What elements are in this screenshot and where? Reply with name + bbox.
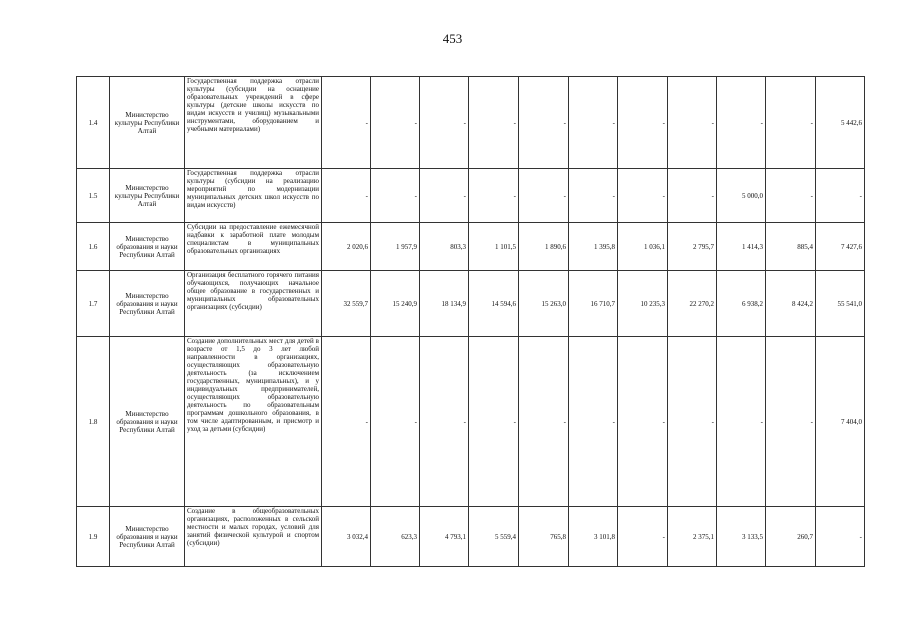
value-cell: 22 270,2 — [668, 271, 717, 337]
value-cell: - — [519, 337, 569, 507]
value-cell: 16 710,7 — [569, 271, 618, 337]
value-cell: - — [618, 169, 668, 223]
value-cell: 765,8 — [519, 507, 569, 567]
table-row — [77, 223, 865, 271]
value-cell: 15 263,0 — [519, 271, 569, 337]
value-cell: - — [717, 337, 766, 507]
value-cell: 1 036,1 — [618, 223, 668, 271]
description-cell: Создание дополнительных мест для детей в возрасте от 1,5 до 3 лет любой направленности в организациях, осуществляющих образовательную деятельность (за исключением государственных, муниципальных), и у индивидуальных предпринимателей, осуществляющих образовательную деятельность по образовательным программам дошкольного образования, в том числе адаптированным, и присмотр и уход за детьми (субсидии) — [185, 337, 322, 507]
value-cell: - — [371, 77, 420, 169]
value-cell: - — [371, 169, 420, 223]
value-cell: 8 424,2 — [766, 271, 816, 337]
description-cell: Государственная поддержка отрасли культуры (субсидии на оснащение образовательных учреждений в сфере культуры (детские школы искусств по видам искусств и училищ) музыкальными инструментами, оборудованием и учебными материалами) — [185, 77, 322, 169]
organization-cell: Министерство культуры Республики Алтай — [110, 77, 185, 169]
value-cell: 1 101,5 — [469, 223, 519, 271]
table-row — [77, 271, 865, 337]
value-cell: - — [668, 169, 717, 223]
value-cell: - — [618, 507, 668, 567]
value-cell: - — [766, 77, 816, 169]
description-cell: Организация бесплатного горячего питания обучающихся, получающих начальное общее образование в государственных и муниципальных образовательных организациях (субсидии) — [185, 271, 322, 337]
row-number-cell: 1.9 — [77, 507, 110, 567]
value-cell: - — [569, 77, 618, 169]
value-cell: - — [569, 169, 618, 223]
value-cell: - — [816, 507, 865, 567]
description-cell: Государственная поддержка отрасли культуры (субсидии на реализацию мероприятий по модернизации муниципальных детских школ искусств по видам искусств) — [185, 169, 322, 223]
value-cell: - — [569, 337, 618, 507]
description-cell: Субсидии на предоставление ежемесячной надбавки к заработной плате молодым специалистам в муниципальных образовательных организациях — [185, 223, 322, 271]
organization-cell: Министерство культуры Республики Алтай — [110, 169, 185, 223]
table-row — [77, 77, 865, 169]
value-cell: 260,7 — [766, 507, 816, 567]
value-cell: 32 559,7 — [322, 271, 371, 337]
value-cell: 7 404,0 — [816, 337, 865, 507]
value-cell: 3 032,4 — [322, 507, 371, 567]
value-cell: - — [420, 169, 469, 223]
value-cell: 623,3 — [371, 507, 420, 567]
value-cell: - — [371, 337, 420, 507]
value-cell: - — [668, 77, 717, 169]
value-cell: 5 559,4 — [469, 507, 519, 567]
value-cell: 5 442,6 — [816, 77, 865, 169]
value-cell: 1 890,6 — [519, 223, 569, 271]
value-cell: 15 240,9 — [371, 271, 420, 337]
subsidy-table — [76, 76, 865, 567]
value-cell: - — [420, 337, 469, 507]
value-cell: - — [618, 337, 668, 507]
value-cell: - — [469, 337, 519, 507]
row-number-cell: 1.4 — [77, 77, 110, 169]
row-number-cell: 1.6 — [77, 223, 110, 271]
organization-cell: Министерство образования и науки Республики Алтай — [110, 223, 185, 271]
value-cell: 3 133,5 — [717, 507, 766, 567]
organization-cell: Министерство образования и науки Республики Алтай — [110, 507, 185, 567]
value-cell: - — [717, 77, 766, 169]
row-number-cell: 1.8 — [77, 337, 110, 507]
value-cell: 55 541,0 — [816, 271, 865, 337]
value-cell: 2 020,6 — [322, 223, 371, 271]
value-cell: - — [420, 77, 469, 169]
value-cell: 6 938,2 — [717, 271, 766, 337]
value-cell: - — [322, 77, 371, 169]
value-cell: 10 235,3 — [618, 271, 668, 337]
value-cell: 803,3 — [420, 223, 469, 271]
value-cell: - — [519, 169, 569, 223]
value-cell: 4 793,1 — [420, 507, 469, 567]
value-cell: - — [766, 337, 816, 507]
value-cell: - — [668, 337, 717, 507]
value-cell: 1 957,9 — [371, 223, 420, 271]
value-cell: - — [766, 169, 816, 223]
organization-cell: Министерство образования и науки Республики Алтай — [110, 271, 185, 337]
value-cell: - — [816, 169, 865, 223]
value-cell: 14 594,6 — [469, 271, 519, 337]
value-cell: 5 000,0 — [717, 169, 766, 223]
value-cell: 3 101,8 — [569, 507, 618, 567]
row-number-cell: 1.5 — [77, 169, 110, 223]
description-cell: Создание в общеобразовательных организациях, расположенных в сельской местности и малых городах, условий для занятий физической культурой и спортом (субсидии) — [185, 507, 322, 567]
value-cell: 18 134,9 — [420, 271, 469, 337]
value-cell: 1 414,3 — [717, 223, 766, 271]
table-row — [77, 169, 865, 223]
value-cell: 1 395,8 — [569, 223, 618, 271]
table-row — [77, 507, 865, 567]
value-cell: - — [469, 77, 519, 169]
organization-cell: Министерство образования и науки Республики Алтай — [110, 337, 185, 507]
value-cell: 7 427,6 — [816, 223, 865, 271]
value-cell: - — [322, 169, 371, 223]
value-cell: 885,4 — [766, 223, 816, 271]
value-cell: 2 795,7 — [668, 223, 717, 271]
value-cell: - — [469, 169, 519, 223]
value-cell: - — [618, 77, 668, 169]
value-cell: - — [519, 77, 569, 169]
page-number: 453 — [442, 31, 463, 46]
value-cell: 2 375,1 — [668, 507, 717, 567]
row-number-cell: 1.7 — [77, 271, 110, 337]
table-row — [77, 337, 865, 507]
value-cell: - — [322, 337, 371, 507]
